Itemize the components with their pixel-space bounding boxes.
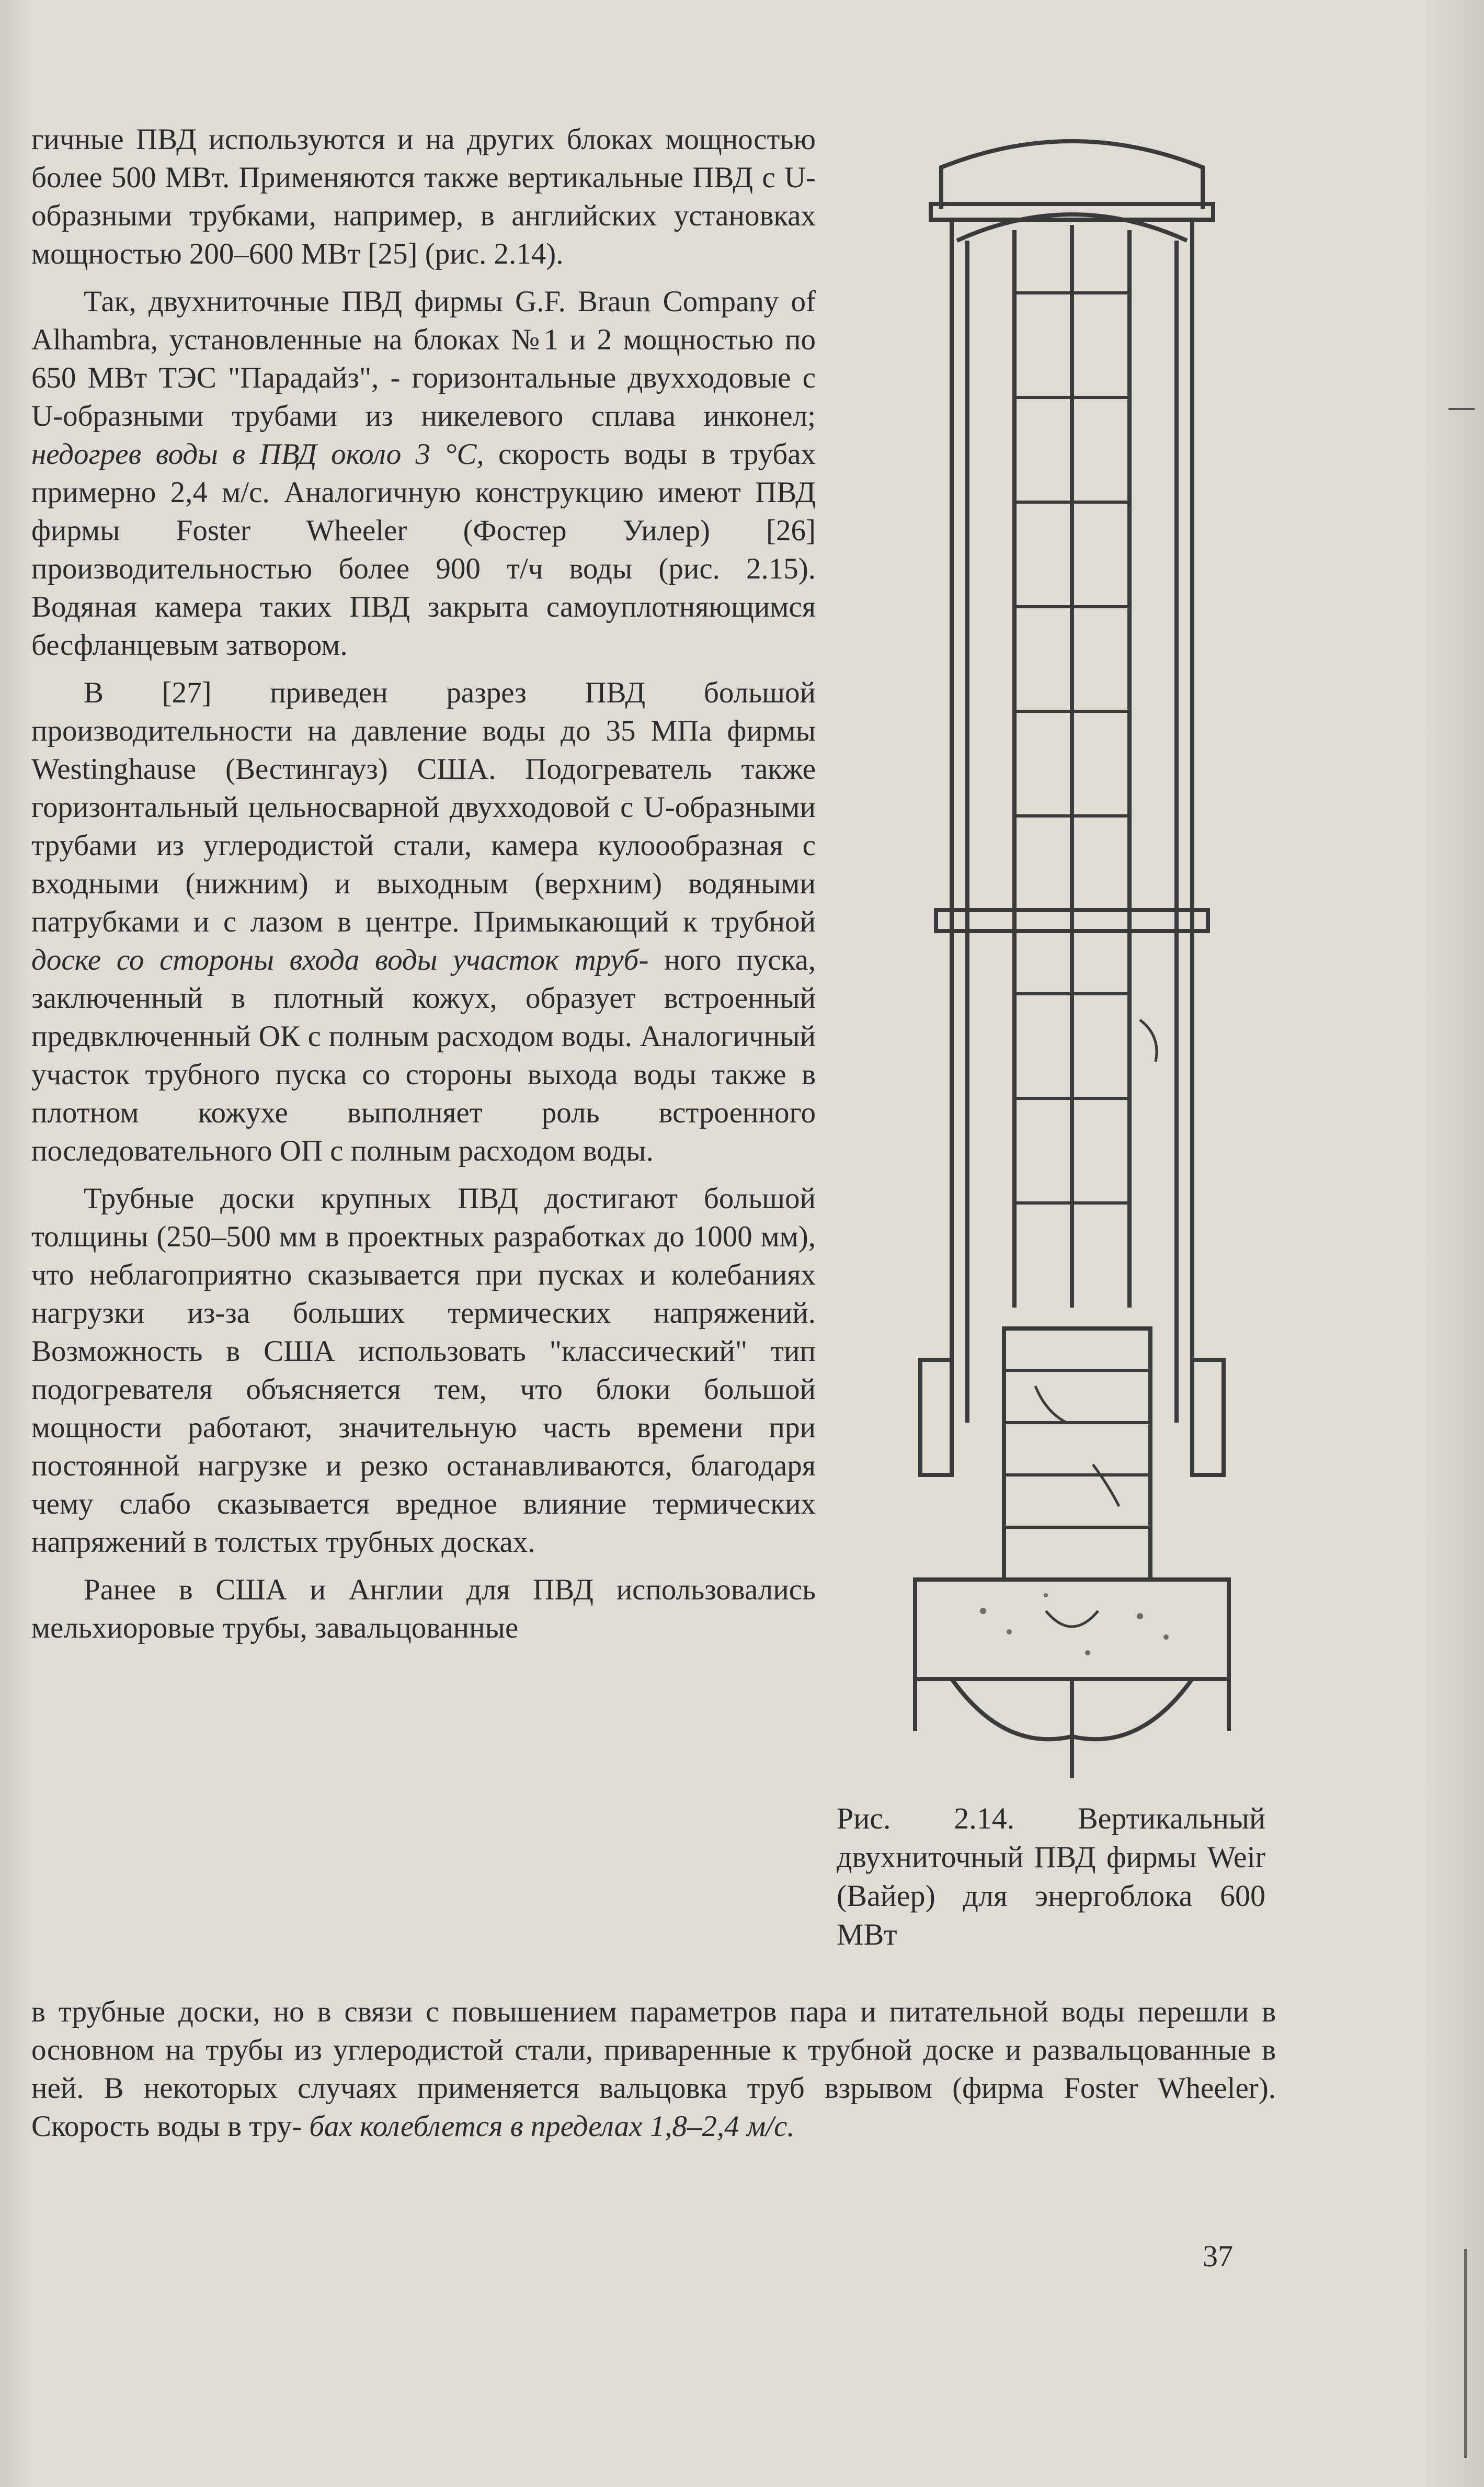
vertical-heater-diagram (847, 105, 1297, 1778)
heater-drawing (847, 105, 1297, 1778)
paragraph-2-text-c: скорость воды в трубах примерно 2,4 м/с. Аналогичную конструкцию имеют ПВД фирмы Foster Wheeler (Фостер Уилер) [26] производительностью более 900 т/ч воды (рис. 2.15). Водяная камера таких ПВД закрыта самоуплотняющимся бесфланцевым затвором. (31, 438, 816, 662)
paragraph-3 (31, 674, 816, 1170)
paragraph-3-text-c: ного пуска, заключенный в плотный кожух, образует встроенный предвключенный ОК с полным расходом воды. Аналогичный участок трубного пуска со стороны выхода воды также в плотном кожухе выполняет роль встроенного последовательного ОП с полным расходом воды. (31, 944, 816, 1167)
paragraph-5-continuation: в трубные доски, но в связи с повышением параметров пара и питательной воды перешли в основном на трубы из углеродистой стали, приваренные к трубной доске и развальцованные в ней. В некоторых случаях применяется вальцовка труб взрывом (фирма Foster Wheeler). Скорость воды в тру- (31, 1995, 1276, 2143)
paragraph-5-italic: бах колеблется в пределах 1,8–2,4 м/с. (309, 2110, 795, 2143)
figure-caption: Рис. 2.14. Вертикальный двухниточный ПВД фирмы Weir (Вайер) для энергоблока 600 МВт (837, 1801, 1265, 1951)
paragraph-5: Ранее в США и Англии для ПВД использовались мельхиоровые трубы, завальцованные (31, 1573, 816, 1644)
page-number: 37 (1203, 2239, 1233, 2273)
paragraph-3-text-a: В [27] приведен разрез ПВД большой производительности на давление воды до 35 МПа фирмы Westinghause (Вестингауз) США. Подогреватель также горизонтальный цельносварной двухходовой с U-образными трубами из углеродистой стали, камера кулоообразная с входными (нижним) и выходным (верхним) водяными патрубками и с лазом в центре. Примыкающий к трубной (31, 676, 816, 938)
page-edge-shadow (1464, 2249, 1467, 2458)
paragraph-2-italic: недогрев воды в ПВД около 3 °С, (31, 438, 484, 471)
left-text-column (31, 120, 816, 1647)
full-width-text (31, 1993, 1276, 2145)
paragraph-2-text-a: Так, двухниточные ПВД фирмы G.F. Braun Company of Alhambra, установленные на блоках №1 и 2 мощностью по 650 МВт ТЭС "Парадайз", - горизонтальные двухходовые с U-образными трубами из никелевого сплава инконел; (31, 285, 816, 433)
paragraph-1: гичные ПВД используются и на других блоках мощностью более 500 МВт. Применяются также вертикальные ПВД с U-образными трубками, например, в английских установках мощностью 200–600 МВт [25] (рис. 2.14). (31, 123, 816, 270)
paragraph-4: Трубные доски крупных ПВД достигают большой толщины (250–500 мм в проектных разработках до 1000 мм), что неблагоприятно сказывается при пусках и колебаниях нагрузки из-за больших термических напряжений. Возможность в США использовать "классический" тип подогревателя объясняется тем, что блоки большой мощности работают, значительную часть времени при постоянной нагрузке и резко останавливаются, благодаря чему слабо сказывается вредное влияние термических напряжений в толстых трубных досках. (31, 1182, 816, 1559)
edge-mark (1448, 408, 1475, 410)
paragraph-3-italic: доске со стороны входа воды участок труб- (31, 944, 649, 976)
paragraph-2 (31, 282, 816, 664)
